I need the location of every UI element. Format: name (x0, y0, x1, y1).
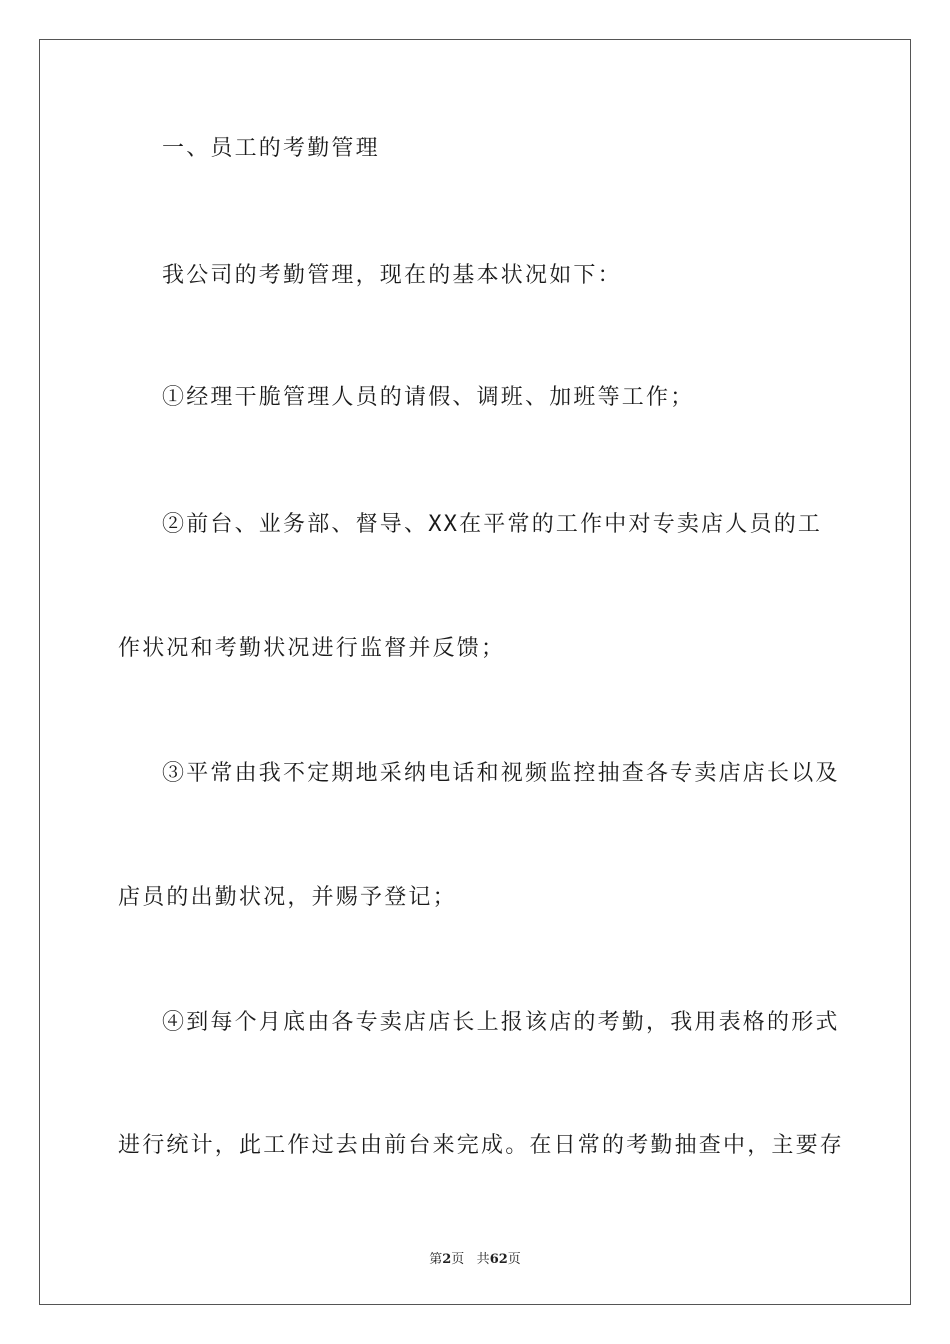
footer-page-number: 2 (442, 1252, 452, 1267)
footer-total-number: 62 (489, 1252, 508, 1267)
paragraph-line-5: ③平常由我不定期地采纳电话和视频监控抽查各专卖店店长以及 (162, 761, 840, 786)
paragraph-line-8: 进行统计，此工作过去由前台来完成。在日常的考勤抽查中，主要存 (118, 1133, 845, 1158)
paragraph-line-2: ①经理干脆管理人员的请假、调班、加班等工作； (162, 385, 695, 410)
paragraph-line-6: 店员的出勤状况，并赐予登记； (118, 885, 457, 910)
page-border (39, 39, 911, 1305)
footer-page-prefix: 第 (429, 1252, 443, 1267)
page-footer (0, 1248, 950, 1267)
footer-total-prefix: 共 (476, 1252, 490, 1267)
footer-total-suffix: 页 (507, 1252, 521, 1267)
paragraph-line-7: ④到每个月底由各专卖店店长上报该店的考勤，我用表格的形式 (162, 1010, 840, 1035)
section-heading: 一、员工的考勤管理 (162, 136, 380, 161)
paragraph-line-3: ②前台、业务部、督导、XX在平常的工作中对专卖店人员的工 (162, 512, 823, 537)
footer-page-suffix: 页 (451, 1252, 465, 1267)
paragraph-line-1: 我公司的考勤管理，现在的基本状况如下： (162, 263, 622, 288)
paragraph-line-4: 作状况和考勤状况进行监督并反馈； (118, 636, 506, 661)
